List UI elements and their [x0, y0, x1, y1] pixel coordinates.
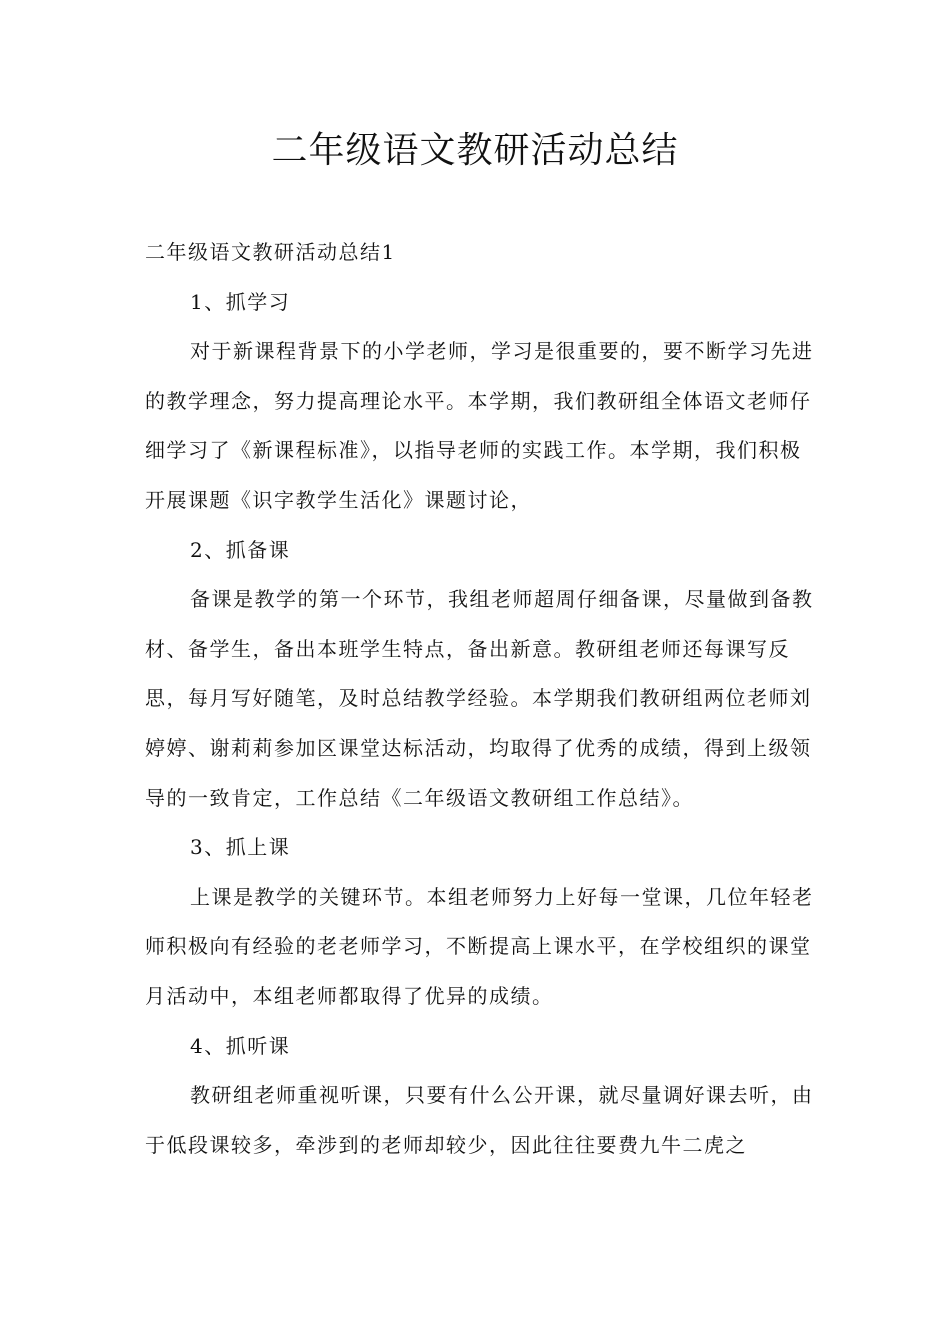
document-subtitle: 二年级语文教研活动总结1: [145, 240, 396, 264]
section-paragraph-2: 备课是教学的第一个环节，我组老师超周仔细备课，尽量做到备教材、备学生，备出本班学生特点，备出新意。教研组老师还每课写反思，每月写好随笔，及时总结教学经验。本学期我们教研组两位老师刘婷婷、谢莉莉参加区课堂达标活动，均取得了优秀的成绩，得到上级领导的一致肯定，工作总结《二年级语文教研组工作总结》。: [145, 587, 814, 810]
document-title: 二年级语文教研活动总结: [271, 130, 679, 171]
section-heading-3: 3、抓上课: [190, 835, 291, 860]
section-heading-1: 1、抓学习: [190, 289, 291, 314]
document-body: [145, 228, 817, 1170]
section-paragraph-1: 对于新课程背景下的小学老师，学习是很重要的，要不断学习先进的教学理念，努力提高理论水平。本学期，我们教研组全体语文老师仔细学习了《新课程标准》，以指导老师的实践工作。本学期，我们积极开展课题《识字教学生活化》课题讨论，: [145, 339, 814, 512]
section-heading-2: 2、抓备课: [190, 537, 291, 562]
section-paragraph-3: 上课是教学的关键环节。本组老师努力上好每一堂课，几位年轻老师积极向有经验的老老师学习，不断提高上课水平，在学校组织的课堂月活动中，本组老师都取得了优异的成绩。: [145, 884, 814, 1008]
section-heading-4: 4、抓听课: [190, 1033, 291, 1058]
section-paragraph-4: 教研组老师重视听课，只要有什么公开课，就尽量调好课去听，由于低段课较多，牵涉到的老师却较少，因此往往要费九牛二虎之: [145, 1083, 814, 1157]
